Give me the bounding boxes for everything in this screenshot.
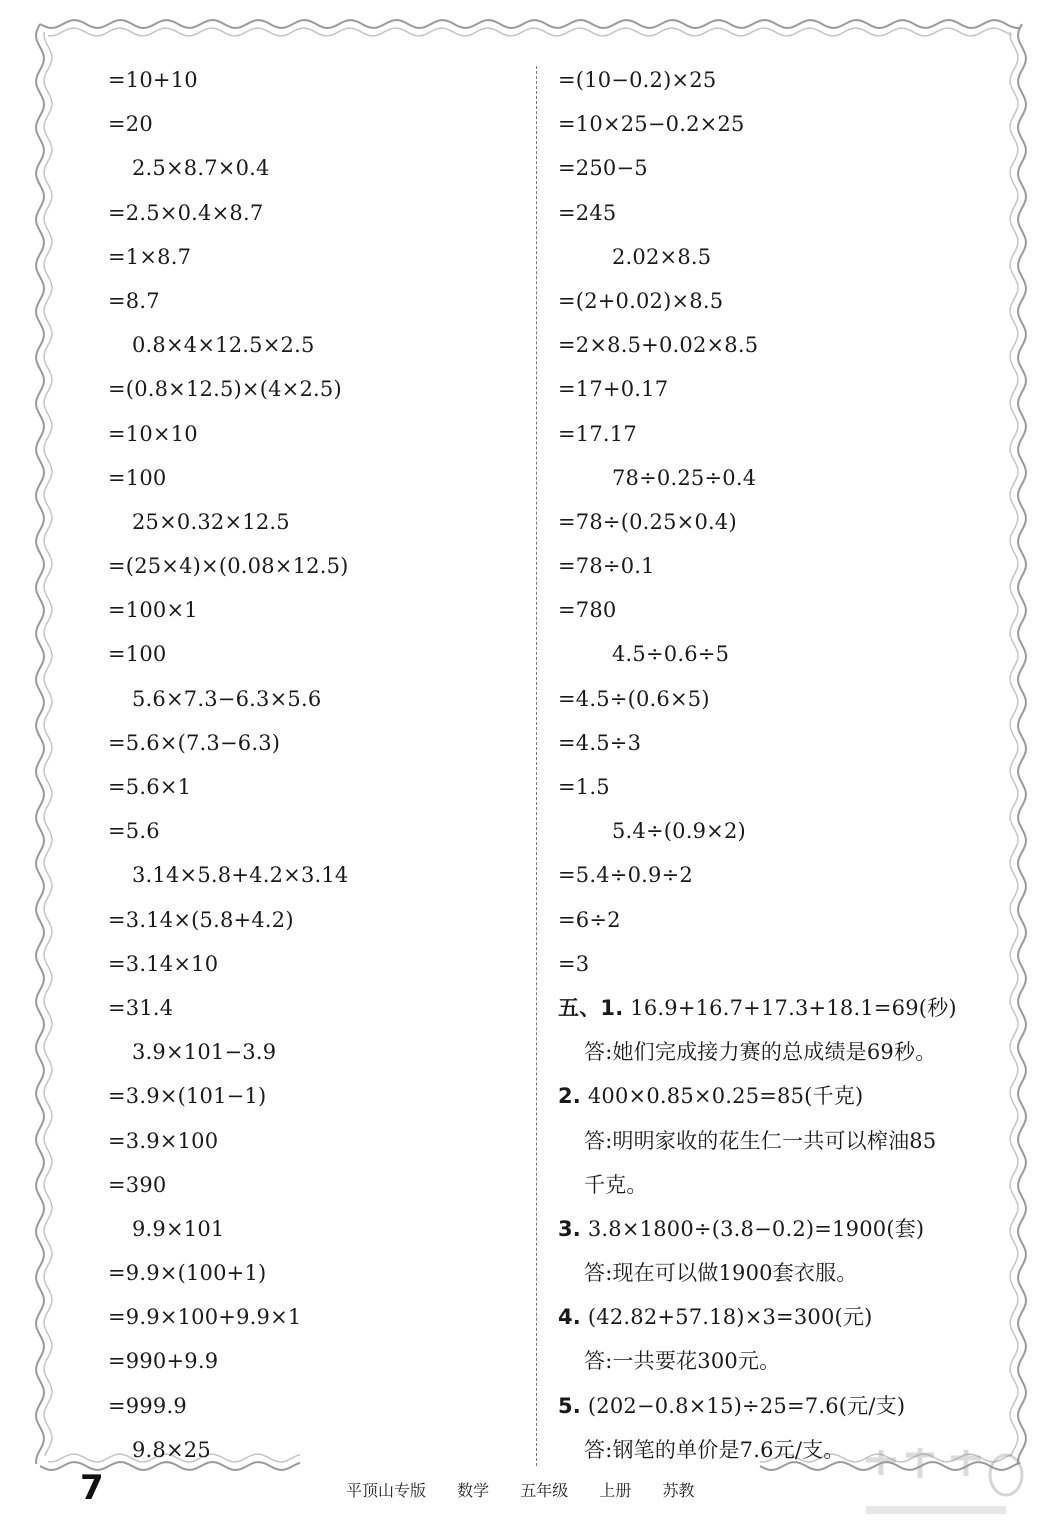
page-number: 7 <box>80 1468 104 1508</box>
problem-line <box>558 1074 1018 1118</box>
watermark-logo <box>856 1440 1026 1530</box>
calc-line: =10×10 <box>108 421 198 446</box>
problem-number: 2. <box>558 1084 581 1109</box>
problem-equation: 16.9+16.7+17.3+18.1=69(秒) <box>623 995 957 1020</box>
calc-line: =1×8.7 <box>108 244 192 269</box>
answer-line: 千克。 <box>584 1172 648 1197</box>
calc-line: =17+0.17 <box>558 377 669 402</box>
problem-number: 3. <box>558 1216 581 1241</box>
problem-number: 5. <box>558 1393 581 1418</box>
answer-line: 答:明明家收的花生仁一共可以榨油85 <box>584 1128 937 1153</box>
calc-line: =8.7 <box>108 288 160 313</box>
calc-line: =3.14×10 <box>108 951 219 976</box>
calc-line: =780 <box>558 598 617 623</box>
calc-line: =5.6 <box>108 819 160 844</box>
calc-line: 3.14×5.8+4.2×3.14 <box>132 863 349 888</box>
calc-line: =250−5 <box>558 156 648 181</box>
calc-line: =(10−0.2)×25 <box>558 68 717 92</box>
calc-line: =5.6×1 <box>108 775 192 799</box>
calc-line: 25×0.32×12.5 <box>132 509 290 534</box>
calc-line: =17.17 <box>558 421 637 446</box>
calc-line: =1.5 <box>558 775 610 799</box>
calc-line: =10×25−0.2×25 <box>558 112 745 137</box>
calc-line: =31.4 <box>108 995 174 1020</box>
calc-line: =4.5÷3 <box>558 730 642 755</box>
calc-line: =10+10 <box>108 68 198 92</box>
calc-line: =6÷2 <box>558 907 621 932</box>
problem-equation: 3.8×1800÷(3.8−0.2)=1900(套) <box>581 1216 925 1241</box>
calc-line: 3.9×101−3.9 <box>132 1040 277 1065</box>
calc-line: 0.8×4×12.5×2.5 <box>132 333 315 358</box>
calc-line: 2.02×8.5 <box>612 244 712 269</box>
problem-line <box>558 1384 1018 1428</box>
answer-line: 答:现在可以做1900套衣服。 <box>584 1261 858 1286</box>
problem-number: 五、1. <box>558 995 624 1020</box>
page-footer <box>346 1478 720 1501</box>
column-divider <box>536 66 537 1466</box>
answer-line: 答:她们完成接力赛的总成绩是69秒。 <box>584 1040 937 1065</box>
footer-publisher: 苏教 <box>662 1481 695 1500</box>
calc-line: =2.5×0.4×8.7 <box>108 200 264 225</box>
calc-line: =4.5÷(0.6×5) <box>558 686 710 711</box>
problem-number: 4. <box>558 1305 581 1330</box>
calc-line: =3.9×(101−1) <box>108 1084 267 1109</box>
problem-equation: (42.82+57.18)×3=300(元) <box>581 1305 873 1330</box>
calc-line: =390 <box>108 1172 167 1197</box>
calc-line: =2×8.5+0.02×8.5 <box>558 333 759 358</box>
calc-line: =100 <box>108 465 167 490</box>
calc-line: =3.14×(5.8+4.2) <box>108 907 294 932</box>
calc-line: =990+9.9 <box>108 1349 219 1374</box>
calc-line: =9.9×(100+1) <box>108 1261 267 1286</box>
left-column-calculations <box>108 58 528 1472</box>
answer-line: 答:钢笔的单价是7.6元/支。 <box>584 1437 845 1462</box>
calc-line: 2.5×8.7×0.4 <box>132 156 270 181</box>
footer-subject: 数学 <box>457 1481 490 1500</box>
calc-line: =(0.8×12.5)×(4×2.5) <box>108 377 342 402</box>
answer-line: 答:一共要花300元。 <box>584 1349 781 1374</box>
calc-line: =999.9 <box>108 1393 187 1418</box>
calc-line: 78÷0.25÷0.4 <box>612 465 757 490</box>
calc-line: =100 <box>108 642 167 667</box>
calc-line: =5.6×(7.3−6.3) <box>108 730 281 755</box>
calc-line: =5.4÷0.9÷2 <box>558 863 693 888</box>
calc-line: =20 <box>108 112 153 137</box>
right-column-calculations <box>558 58 1018 1472</box>
calc-line: =9.9×100+9.9×1 <box>108 1305 302 1330</box>
problem-line <box>558 1207 1018 1251</box>
calc-line: 4.5÷0.6÷5 <box>612 642 730 667</box>
footer-grade: 五年级 <box>520 1481 569 1500</box>
calc-line: =(2+0.02)×8.5 <box>558 288 724 313</box>
footer-edition: 平顶山专版 <box>346 1481 427 1500</box>
calc-line: 5.4÷(0.9×2) <box>612 819 746 844</box>
problem-line <box>558 1295 1018 1339</box>
footer-volume: 上册 <box>599 1481 632 1500</box>
calc-line: =3.9×100 <box>108 1128 219 1153</box>
calc-line: 9.9×101 <box>132 1216 225 1241</box>
calc-line: =245 <box>558 200 617 225</box>
calc-line: 5.6×7.3−6.3×5.6 <box>132 686 322 711</box>
calc-line: =(25×4)×(0.08×12.5) <box>108 554 349 579</box>
problem-equation: (202−0.8×15)÷25=7.6(元/支) <box>581 1393 906 1418</box>
problem-line <box>558 986 1018 1030</box>
calc-line: 9.8×25 <box>132 1437 211 1462</box>
problem-equation: 400×0.85×0.25=85(千克) <box>581 1084 864 1109</box>
calc-line: =78÷(0.25×0.4) <box>558 509 737 534</box>
calc-line: =78÷0.1 <box>558 554 655 579</box>
calc-line: =100×1 <box>108 598 198 623</box>
calc-line: =3 <box>558 951 590 976</box>
